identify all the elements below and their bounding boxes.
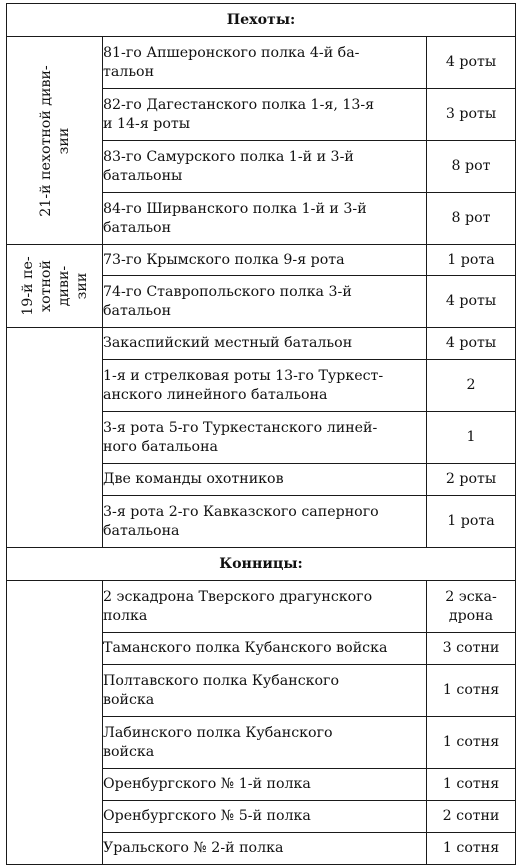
unit-quantity: 1 сотня [427,665,516,717]
table-row [7,581,516,633]
unit-quantity: 2 эска- дрона [427,581,516,633]
unit-quantity: 1 сотня [427,833,516,865]
unit-name: Полтавского полка Кубанского войска [103,665,427,717]
unit-quantity: 2 сотни [427,801,516,833]
table-row [7,245,516,276]
division-label-cell [7,245,103,328]
division-label-21: 21-й пехотной диви- зии [37,64,72,217]
unit-name: 3-я рота 2-го Кавказского саперного батальона [103,496,427,548]
division-label-cell-empty [7,581,103,865]
unit-name: 74-го Ставропольского полка 3-й батальон [103,276,427,328]
unit-name: Оренбургского № 1-й полка [103,769,427,801]
unit-name: 81-го Апшеронского полка 4-й ба- тальон [103,37,427,89]
unit-name: Лабинского полка Кубанского войска [103,717,427,769]
unit-name: Таманского полка Кубанского войска [103,633,427,665]
unit-quantity: 1 [427,412,516,464]
unit-quantity: 8 рот [427,193,516,245]
unit-name: Закаспийский местный батальон [103,328,427,360]
unit-quantity: 1 сотня [427,717,516,769]
unit-quantity: 4 роты [427,276,516,328]
cavalry-header-row [7,548,516,581]
division-label-cell [7,37,103,245]
infantry-header-row [7,4,516,37]
unit-quantity: 2 [427,360,516,412]
unit-name: 2 эскадрона Тверского драгунского полка [103,581,427,633]
unit-name: 84-го Ширванского полка 1-й и 3-й батальон [103,193,427,245]
division-label-cell-empty [7,328,103,548]
unit-quantity: 1 рота [427,496,516,548]
troops-table [6,3,516,865]
unit-quantity: 1 рота [427,245,516,276]
unit-quantity: 3 сотни [427,633,516,665]
unit-name: 73-го Крымского полка 9-я рота [103,245,427,276]
unit-quantity: 4 роты [427,328,516,360]
unit-name: 82-го Дагестанского полка 1-я, 13-я и 14-я роты [103,89,427,141]
unit-name: 3-я рота 5-го Туркестанского линей- ного батальона [103,412,427,464]
division-label-19: 19-й пе- хотной диви- зии [19,256,90,316]
infantry-section-title: Пехоты: [7,4,516,37]
unit-name: Оренбургского № 5-й полка [103,801,427,833]
unit-name: Две команды охотников [103,464,427,496]
table-row [7,328,516,360]
table-row [7,37,516,89]
unit-quantity: 2 роты [427,464,516,496]
unit-name: 1-я и стрелковая роты 13-го Туркест- анского линейного батальона [103,360,427,412]
unit-quantity: 8 рот [427,141,516,193]
unit-quantity: 1 сотня [427,769,516,801]
unit-quantity: 4 роты [427,37,516,89]
cavalry-section-title: Конницы: [7,548,516,581]
unit-name: Уральского № 2-й полка [103,833,427,865]
unit-name: 83-го Самурского полка 1-й и 3-й батальоны [103,141,427,193]
unit-quantity: 3 роты [427,89,516,141]
